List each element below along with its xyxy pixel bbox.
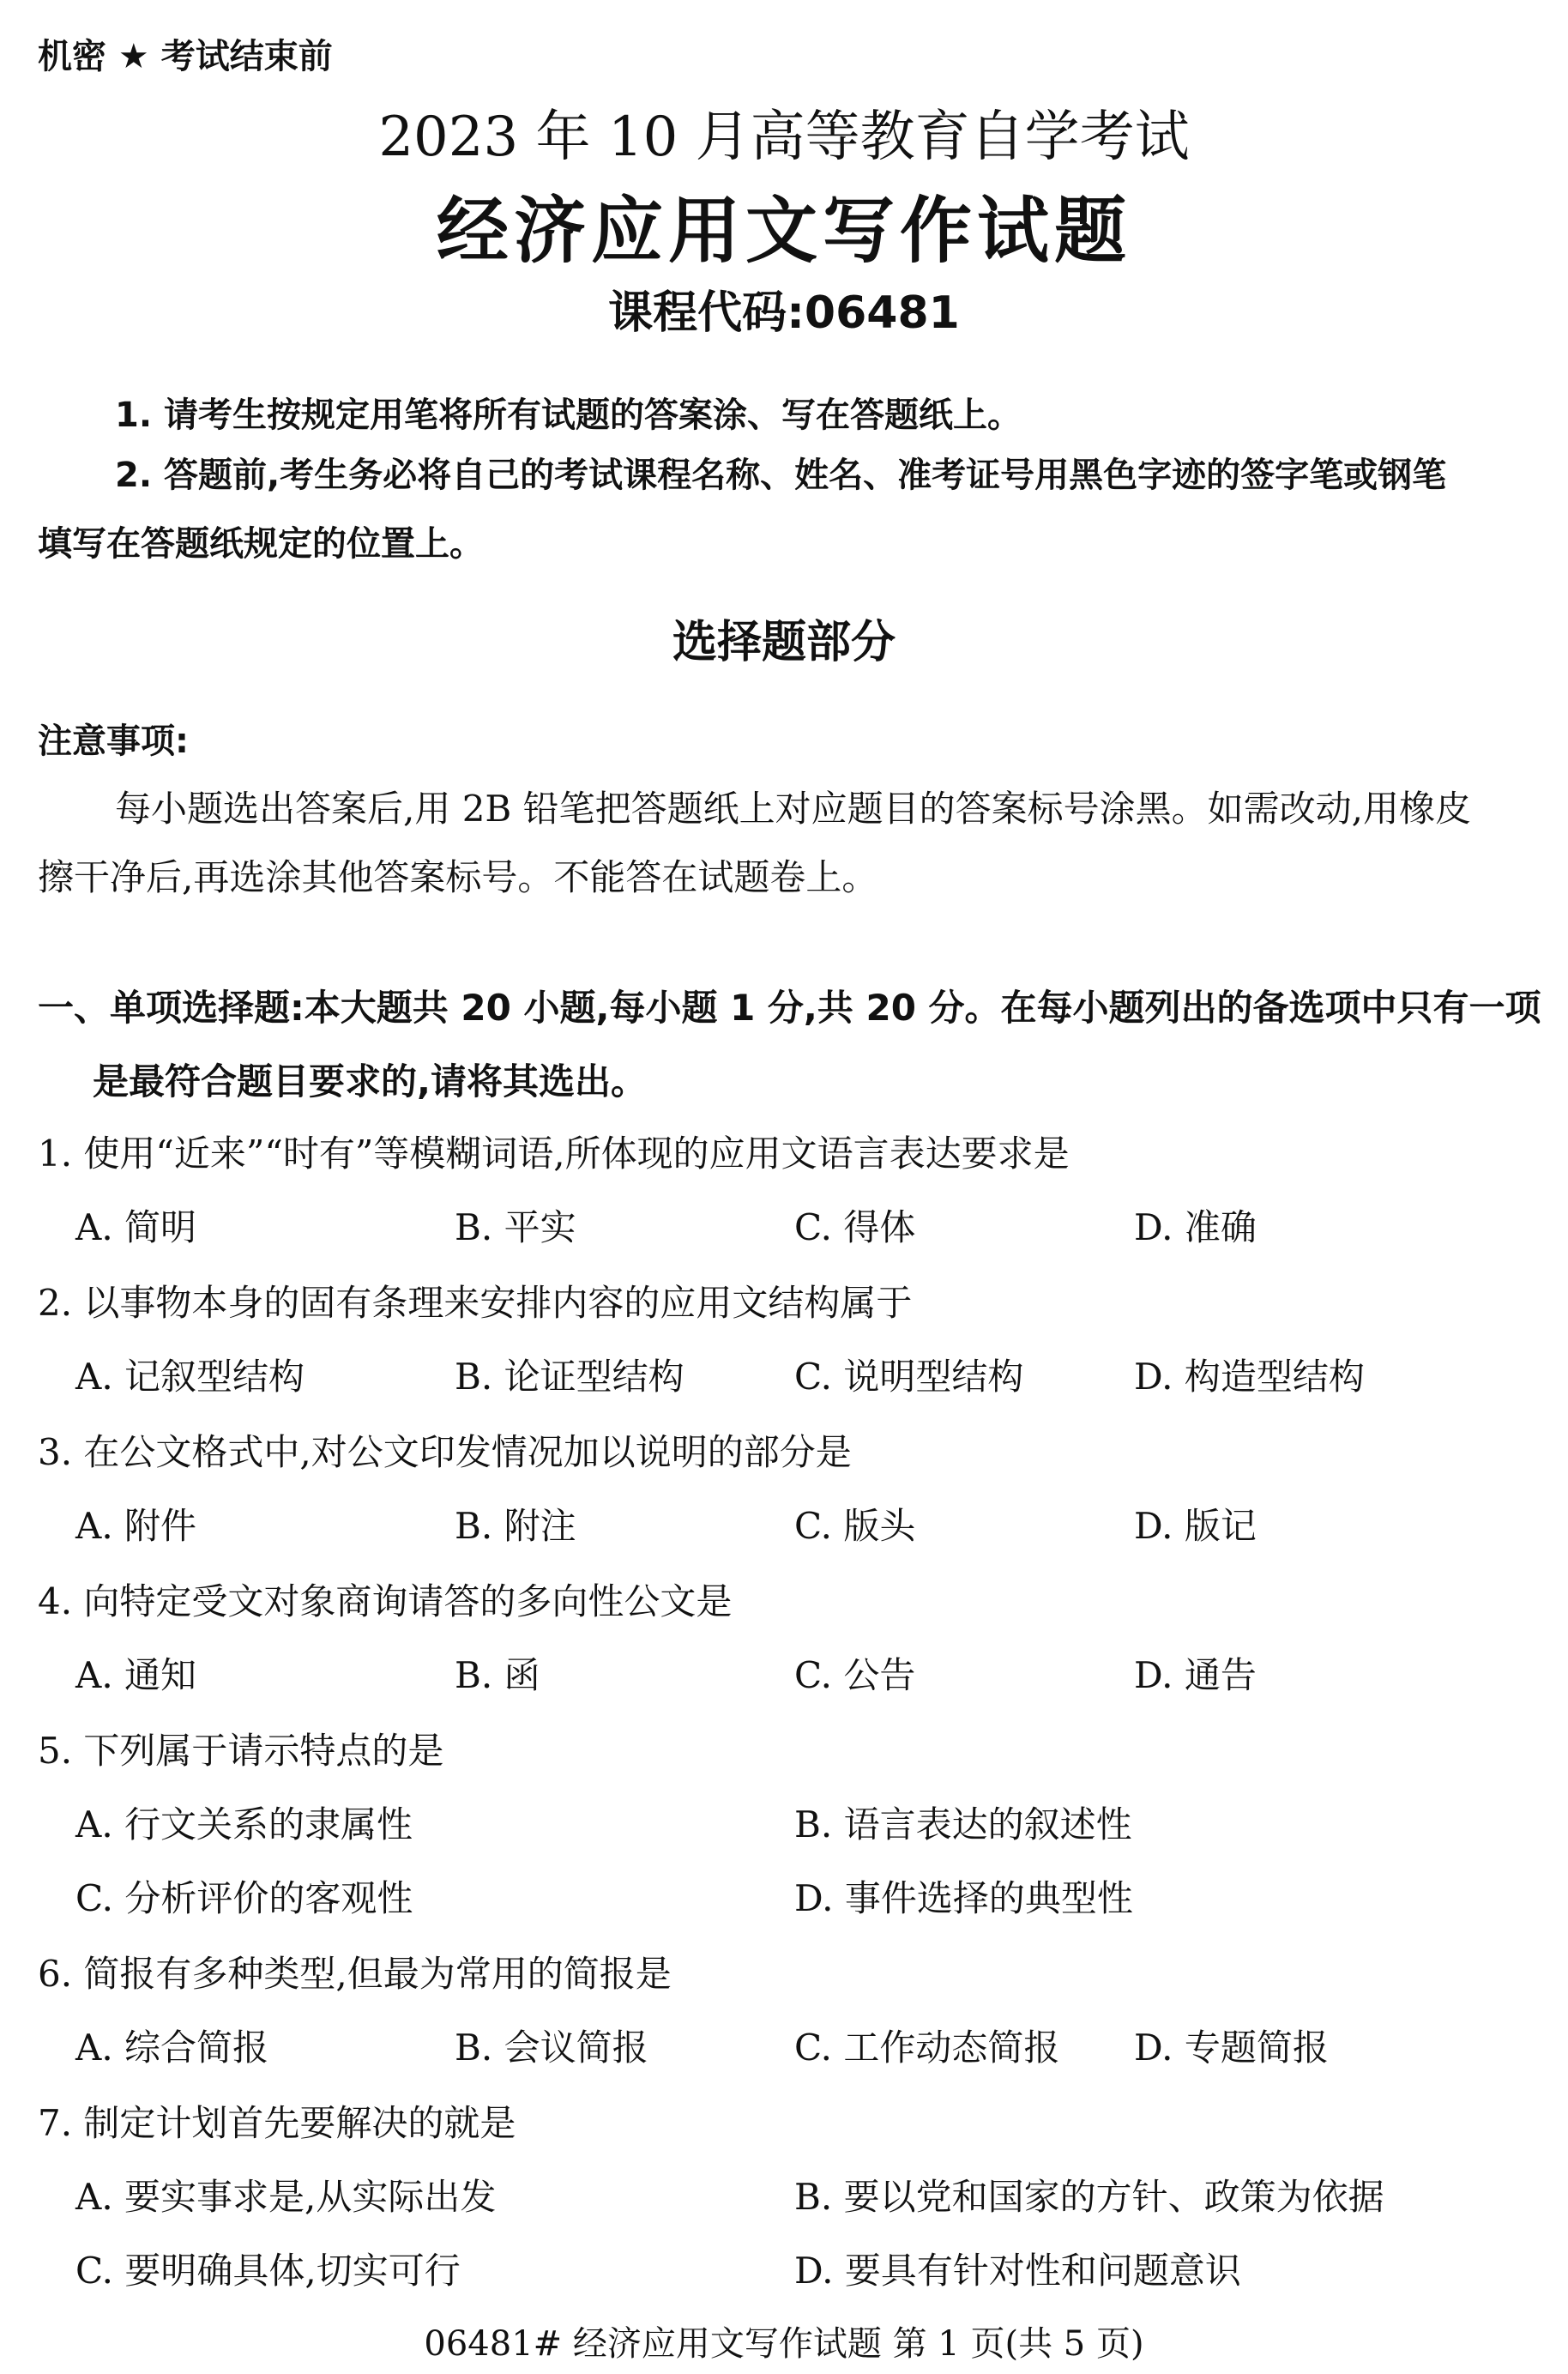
option-b: B. 语言表达的叙述性 bbox=[794, 1803, 1132, 1845]
option-d: D. 专题简报 bbox=[1134, 2027, 1329, 2069]
part1-heading-1: 一、单项选择题:本大题共 20 小题,每小题 1 分,共 20 分。在每小题列出的备选项中只有一项 bbox=[38, 987, 1541, 1029]
option-a: A. 行文关系的隶属性 bbox=[75, 1803, 413, 1845]
question-stem: 3. 在公文格式中,对公文印发情况加以说明的部分是 bbox=[38, 1431, 852, 1473]
notice-heading: 注意事项: bbox=[38, 722, 189, 761]
question-stem: 4. 向特定受文对象商询请答的多向性公文是 bbox=[38, 1580, 733, 1622]
option-a: A. 综合简报 bbox=[75, 2027, 269, 2069]
part1-heading-2: 是最符合题目要求的,请将其选出。 bbox=[93, 1060, 647, 1102]
option-d: D. 准确 bbox=[1134, 1206, 1257, 1248]
question-stem: 1. 使用“近来”“时有”等模糊词语,所体现的应用文语言表达要求是 bbox=[38, 1133, 1070, 1175]
exam-session-title: 2023 年 10 月高等教育自学考试 bbox=[378, 106, 1190, 169]
instruction-1: 1. 请考生按规定用笔将所有试题的答案涂、写在答题纸上。 bbox=[115, 396, 1022, 435]
instruction-2: 2. 答题前,考生务必将自己的考试课程名称、姓名、准考证号用黑色字迹的签字笔或钢笔 bbox=[115, 456, 1447, 495]
option-c: C. 说明型结构 bbox=[794, 1356, 1024, 1398]
option-a: A. 简明 bbox=[75, 1206, 197, 1248]
confidential-label: 机密 ★ 考试结束前 bbox=[38, 37, 333, 76]
option-a: A. 要实事求是,从实际出发 bbox=[75, 2176, 497, 2218]
instruction-2-cont: 填写在答题纸规定的位置上。 bbox=[38, 524, 484, 564]
option-b: B. 要以党和国家的方针、政策为依据 bbox=[794, 2176, 1384, 2218]
option-d: D. 事件选择的典型性 bbox=[794, 1877, 1133, 1919]
option-c: C. 版头 bbox=[794, 1505, 916, 1547]
option-b: B. 平实 bbox=[455, 1206, 576, 1248]
page-footer: 06481# 经济应用文写作试题 第 1 页(共 5 页) bbox=[424, 2324, 1144, 2364]
option-c: C. 要明确具体,切实可行 bbox=[75, 2250, 461, 2292]
option-d: D. 通告 bbox=[1134, 1654, 1257, 1696]
question-stem: 2. 以事物本身的固有条理来安排内容的应用文结构属于 bbox=[38, 1282, 913, 1324]
option-b: B. 函 bbox=[455, 1654, 540, 1696]
option-d: D. 构造型结构 bbox=[1134, 1356, 1365, 1398]
notice-text-1: 每小题选出答案后,用 2B 铅笔把答题纸上对应题目的答案标号涂黑。如需改动,用橡皮 bbox=[115, 788, 1471, 830]
option-a: A. 记叙型结构 bbox=[75, 1356, 305, 1398]
course-code: 课程代码:06481 bbox=[608, 287, 960, 339]
option-b: B. 会议简报 bbox=[455, 2027, 648, 2069]
option-a: A. 附件 bbox=[75, 1505, 197, 1547]
option-c: C. 工作动态简报 bbox=[794, 2027, 1060, 2069]
option-c: C. 公告 bbox=[794, 1654, 916, 1696]
option-c: C. 分析评价的客观性 bbox=[75, 1877, 413, 1919]
section-title: 选择题部分 bbox=[672, 617, 896, 668]
notice-text-2: 擦干净后,再选涂其他答案标号。不能答在试题卷上。 bbox=[38, 856, 878, 898]
option-b: B. 附注 bbox=[455, 1505, 576, 1547]
option-d: D. 版记 bbox=[1134, 1505, 1257, 1547]
option-c: C. 得体 bbox=[794, 1206, 916, 1248]
question-stem: 5. 下列属于请示特点的是 bbox=[38, 1730, 444, 1772]
option-b: B. 论证型结构 bbox=[455, 1356, 684, 1398]
subject-title: 经济应用文写作试题 bbox=[436, 189, 1131, 273]
option-a: A. 通知 bbox=[75, 1654, 197, 1696]
option-d: D. 要具有针对性和问题意识 bbox=[794, 2250, 1241, 2292]
question-stem: 7. 制定计划首先要解决的就是 bbox=[38, 2102, 516, 2144]
question-stem: 6. 简报有多种类型,但最为常用的简报是 bbox=[38, 1953, 672, 1995]
